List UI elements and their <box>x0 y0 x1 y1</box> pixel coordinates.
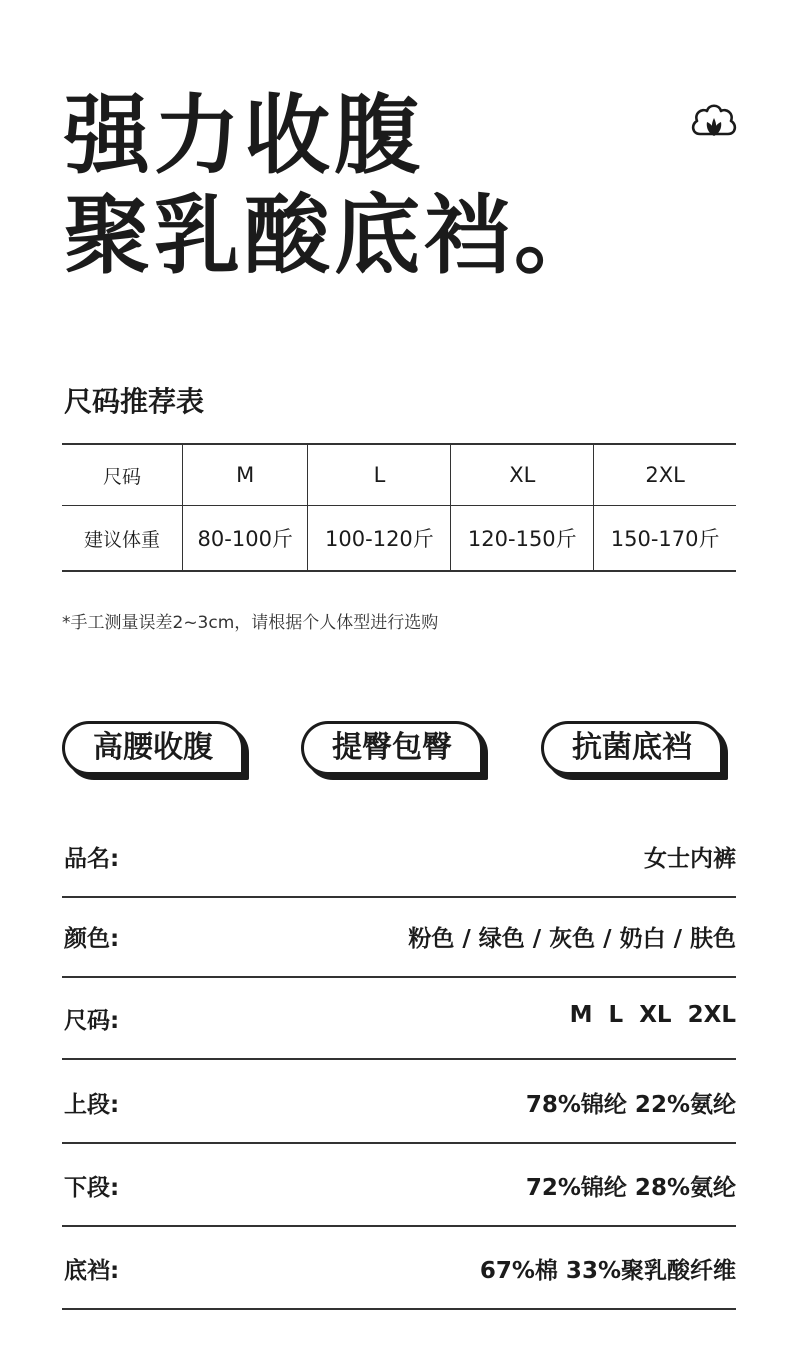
feature-tag-hip-lift: 提臀包臀 <box>301 721 483 775</box>
weight-cell: 80-100斤 <box>183 506 308 572</box>
spec-value: 78%锦纶 22%氨纶 <box>525 1092 736 1118</box>
cotton-icon <box>690 100 738 144</box>
size-cell: M <box>183 444 308 506</box>
spec-label: 底裆: <box>64 1258 120 1284</box>
spec-label: 尺码: <box>64 1008 120 1034</box>
spec-row-product-name <box>62 814 736 898</box>
size-cell: 2XL <box>594 444 736 506</box>
weight-cell: 100-120斤 <box>308 506 451 572</box>
weight-row-label: 建议体重 <box>62 506 183 572</box>
spec-row-color <box>62 894 736 978</box>
spec-row-crotch-fabric <box>62 1226 736 1310</box>
spec-label: 下段: <box>64 1175 120 1201</box>
feature-tag-high-waist: 高腰收腹 <box>62 721 244 775</box>
measurement-note: *手工测量误差2~3cm，请根据个人体型进行选购 <box>62 613 439 633</box>
weight-cell: 150-170斤 <box>594 506 736 572</box>
spec-label: 颜色: <box>64 926 120 952</box>
spec-label: 上段: <box>64 1092 120 1118</box>
spec-row-upper-fabric <box>62 1060 736 1144</box>
size-chart-table <box>62 443 736 572</box>
headline-line-2: 聚乳酸底裆。 <box>64 186 604 286</box>
spec-value: M L XL 2XL <box>569 1002 736 1028</box>
spec-value: 72%锦纶 28%氨纶 <box>525 1175 736 1201</box>
headline <box>64 86 604 286</box>
size-cell: XL <box>451 444 594 506</box>
size-cell: L <box>308 444 451 506</box>
spec-value: 女士内裤 <box>644 846 736 872</box>
weight-cell: 120-150斤 <box>451 506 594 572</box>
size-row-label: 尺码 <box>62 444 183 506</box>
spec-row-lower-fabric <box>62 1143 736 1227</box>
spec-label: 品名: <box>64 846 120 872</box>
spec-value: 67%棉 33%聚乳酸纤维 <box>479 1258 736 1284</box>
feature-tag-antibacterial: 抗菌底裆 <box>541 721 723 775</box>
size-chart-title: 尺码推荐表 <box>64 385 205 418</box>
headline-line-1: 强力收腹 <box>64 86 424 186</box>
spec-row-size <box>62 976 736 1060</box>
size-row <box>62 444 736 506</box>
weight-row <box>62 506 736 572</box>
spec-value: 粉色 / 绿色 / 灰色 / 奶白 / 肤色 <box>408 926 736 952</box>
